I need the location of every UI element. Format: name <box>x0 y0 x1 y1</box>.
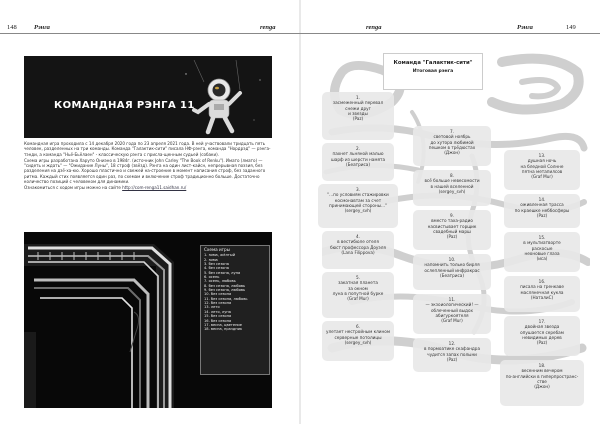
verse-card <box>322 143 394 181</box>
verse-number: 14. <box>538 197 546 202</box>
verse-card <box>500 360 584 406</box>
verse-author: (sergey_svh) <box>344 339 372 345</box>
verse-line: шарф из шерсти намята <box>330 156 386 162</box>
verse-author: (Graf Mur) <box>347 296 369 302</box>
verse-card <box>413 294 491 334</box>
verse-line: стве <box>537 378 547 384</box>
legend-item: 16. без сезона <box>204 318 232 323</box>
legend-item: 3. без сезона <box>204 262 229 267</box>
verse-line: напомнить только бирля <box>424 262 480 268</box>
verse-line: пятна метапилсов <box>521 168 563 174</box>
legend-item: 13. лето <box>204 305 220 310</box>
verse-line: неоновые глаза <box>524 250 560 256</box>
verse-line: ослепленный инфракрас <box>424 267 480 273</box>
legend-item: 9. без сезона, любовь <box>204 288 246 293</box>
verse-line: за окном <box>348 285 368 291</box>
legend-title: Схема игры <box>204 247 230 252</box>
verse-line: весенним вечером <box>521 368 563 374</box>
left-running-center: renga <box>260 24 276 31</box>
verse-number: 8. <box>450 173 454 178</box>
right-running-center: renga <box>366 24 382 31</box>
verse-author: (Paz) <box>446 234 458 240</box>
verse-line: облеченный выдох <box>431 307 473 313</box>
verse-number: 2. <box>356 146 360 151</box>
verse-card <box>504 150 580 190</box>
intro-paragraph <box>24 185 274 190</box>
legend-item: 7. осень, любовь <box>204 279 236 284</box>
verse-line: невидимых дерев <box>522 334 562 340</box>
right-page-number: 149 <box>566 24 576 31</box>
verse-author: (sergey_svh) <box>344 208 372 214</box>
verse-line: снежи друг <box>345 105 371 111</box>
verse-number: 5. <box>356 275 360 280</box>
verse-line: пахнет льняной малью <box>332 151 384 157</box>
legend-item: 2. зима <box>204 257 218 262</box>
verse-author: (Paz) <box>352 116 364 122</box>
verse-line: луна в попутной бурке <box>332 290 384 296</box>
legend-item: 17. весна, цветение <box>204 322 242 327</box>
verse-line: в нашей вселенной <box>430 183 474 189</box>
verse-number: 17. <box>538 319 546 324</box>
verse-line: в пормоатике скафандра <box>423 346 481 352</box>
verse-line: "...по условиям стажировки <box>327 192 389 198</box>
legend-item: 8. без сезона, любовь <box>204 283 246 288</box>
right-running-title: Рэнга <box>517 24 533 31</box>
verse-line: на бледной Солнне <box>520 163 564 169</box>
verse-line: — экзоиологический! — <box>425 302 479 308</box>
game-site-link[interactable]: http://com-renga11.saidhan.ru/ <box>122 184 187 190</box>
verse-line: бюст профессора Доуэля <box>330 244 386 250</box>
title-banner <box>24 56 272 138</box>
verse-author: (Lana Filippova) <box>341 249 375 255</box>
verse-number: 12. <box>448 341 456 346</box>
verse-card <box>318 184 398 228</box>
verse-number: 1. <box>356 95 360 100</box>
verse-line: душная ночь <box>527 158 557 164</box>
verse-line: принимающей стороны..." <box>329 202 387 208</box>
verse-line: насвистывает горщик <box>427 223 477 229</box>
verse-author: (иса) <box>536 256 548 262</box>
legend-item: 12. без сезона <box>204 301 232 306</box>
left-running-title: Рэнга <box>34 24 50 31</box>
verse-card <box>413 126 491 166</box>
verse-number: 7. <box>450 129 454 134</box>
right-page-header <box>300 0 600 34</box>
verse-card <box>322 272 394 318</box>
verse-line: до хутора любимой <box>430 139 474 145</box>
left-page-header <box>0 0 300 34</box>
team-subtitle: Итоговая рэнга <box>412 69 454 74</box>
verse-number: 16. <box>538 279 546 284</box>
team-title-card <box>383 53 483 90</box>
verse-line: раскосые <box>531 245 553 251</box>
verse-author: (Graf Mur) <box>531 174 553 180</box>
verse-author: (Paz) <box>446 356 458 362</box>
legend-item: 6. осень <box>204 275 220 280</box>
verse-line: опушается серебам <box>520 329 564 335</box>
verse-line: в мультиатворте <box>523 240 561 246</box>
verse-card <box>413 170 491 206</box>
verse-card <box>504 194 580 228</box>
verse-number: 9. <box>450 213 454 218</box>
legend-item: 4. без сезона <box>204 266 229 271</box>
verse-card <box>322 92 394 140</box>
verse-line: по краешке неббосферы <box>514 207 570 213</box>
verse-line: свадебный марш <box>433 228 471 234</box>
verse-card <box>504 232 580 272</box>
verse-author: (Джон) <box>534 384 550 390</box>
verse-number: 6. <box>356 324 360 329</box>
verse-line: всё больше невесомости <box>424 178 480 184</box>
verse-author: (Graf Mur) <box>441 318 463 324</box>
team-name: Команда "Галактик-сити" <box>393 60 473 66</box>
intro-text <box>24 141 274 191</box>
legend-item: 14. лето, луна <box>204 309 231 314</box>
verse-author: (Беатриса) <box>440 272 464 278</box>
legend-item: 18. весна, праздник <box>204 327 243 332</box>
verse-line: засмеженный перевал <box>332 100 384 106</box>
verse-card <box>322 231 394 269</box>
verse-card <box>413 210 491 250</box>
verse-line: и звезды <box>348 110 368 116</box>
verse-number: 3. <box>356 187 360 192</box>
verse-card <box>504 316 580 356</box>
verse-line: оживленная трасса <box>520 202 564 208</box>
verse-line: закатная планета <box>338 280 378 286</box>
verse-author: (НаталиС) <box>530 294 554 300</box>
legend-item: 15. без сезона <box>204 314 232 319</box>
verse-line: вместо таха-радио <box>431 218 473 224</box>
verse-line: двойная звезда <box>524 324 560 330</box>
legend-item: 10. без сезона <box>204 292 232 297</box>
verse-number: 13. <box>538 153 546 158</box>
verse-line: маслянечная кукла <box>520 289 564 295</box>
verse-card <box>413 254 491 290</box>
verse-line: по-английски в гиперпространс- <box>505 373 579 379</box>
banner-title: КОМАНДНАЯ РЭНГА 11 <box>54 100 195 111</box>
verse-number: 15. <box>538 235 546 240</box>
astronaut-illustration <box>174 60 272 136</box>
verse-line: световой ноябрь <box>433 134 471 140</box>
verse-line: чудится запах полыни <box>427 351 477 357</box>
verse-author: (Paz) <box>536 340 548 346</box>
verse-number: 11. <box>448 297 456 302</box>
verse-number: 4. <box>356 234 360 239</box>
verse-author: (Джон) <box>444 150 460 156</box>
intro-link-prefix: Ознакомиться с ходом игры можно на сайте <box>24 184 121 190</box>
left-page-number: 148 <box>7 24 17 31</box>
verse-card <box>504 276 580 312</box>
verse-line: писала на гренкаве <box>520 284 564 290</box>
verse-line: абигуркоятеля <box>435 312 469 318</box>
verse-number: 10. <box>448 257 456 262</box>
verse-line: улетает нестройным клином <box>325 329 390 335</box>
verse-line: космонавтам за счет <box>334 197 382 203</box>
legend-item: 1. зима, жёлтый <box>204 253 236 258</box>
verse-line: в вестибюле отеля <box>337 239 379 245</box>
verse-card <box>413 338 491 372</box>
game-scheme-legend <box>200 245 270 375</box>
intro-paragraph: Схема игры разработана Харуто Ониэно в 1984г. (источник John Carley "The Book of Renku"). Имато (лмато) — "сидеть и ждать" — "Ожидание Луны", 18 строф (звёзд). Рэнга на один лист-кайсн, непрерывная поэзия, без разделения на дзё-ха-кю. Хорошо пластично и свежей на-строение в момент написания строф, без заданного ритма. Каждый стих появляется один раз, по схемам и включение строф традиционно больше. Достаточно количество позиций с человеком для динамики. <box>24 157 266 185</box>
legend-item: 5. без сезона, луна <box>204 270 241 275</box>
intro-paragraph: Командная игра проходила с 14 декабря 2020 года по 23 апреля 2021 года. В ней участвовали тридцать пять человек, разделенных на три команды. Команда "Галактик-сити" писала НФ-рэнга, команда "Нордрэд" — рэнга-тэнди, а команда "Ньё-Бьёлаен" - классическую рэнга с присла-щенным судьей (собаки). <box>24 141 271 157</box>
legend-item: 11. без сезона, любовь <box>204 296 248 301</box>
verse-card <box>322 321 394 361</box>
verse-line: серверные потолицы <box>334 334 382 340</box>
verse-number: 18. <box>538 363 546 368</box>
verse-author: (sergey_svh) <box>438 188 466 194</box>
gutter <box>299 0 301 424</box>
verse-line: пешком в трёдюстах <box>428 144 476 150</box>
verse-author: (Paz) <box>536 212 548 218</box>
verse-author: (Беатриса) <box>346 161 370 167</box>
